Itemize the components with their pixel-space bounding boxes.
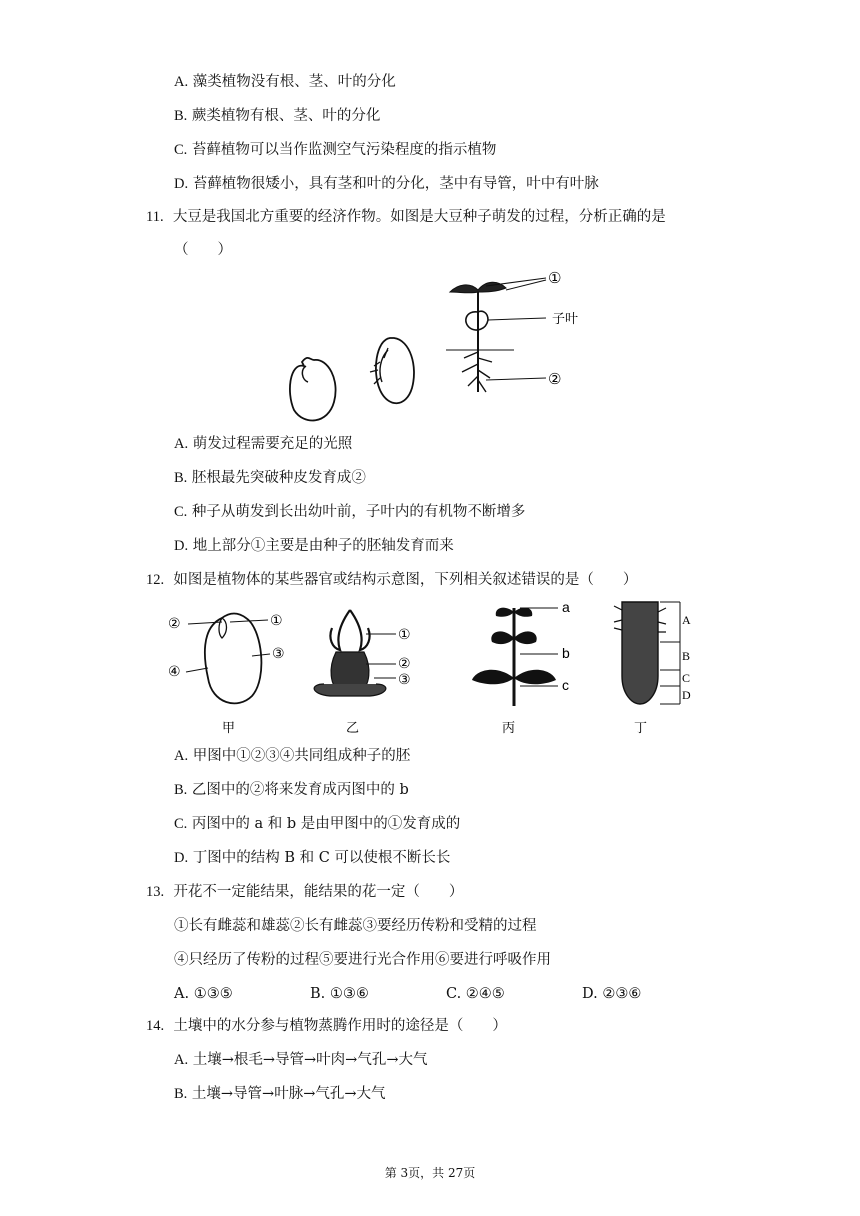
q14-option-b: B. 土壤→导管→叶脉→气孔→大气 <box>174 1086 386 1102</box>
q11-option-c: C. 种子从萌发到长出幼叶前，子叶内的有机物不断增多 <box>174 504 526 520</box>
q13-option-d: D. ②③⑥ <box>582 986 642 1002</box>
svg-text:③: ③ <box>272 646 285 662</box>
svg-text:b: b <box>562 645 570 661</box>
q14-stem: 14. 土壤中的水分参与植物蒸腾作用时的途径是（ ） <box>146 1018 507 1034</box>
q11-label-cotyledon: 子叶 <box>552 312 579 327</box>
svg-text:c: c <box>562 677 569 693</box>
svg-text:B: B <box>682 649 691 663</box>
svg-text:③: ③ <box>398 672 411 688</box>
q10-option-b: B. 蕨类植物有根、茎、叶的分化 <box>174 108 381 124</box>
svg-text:丙: 丙 <box>502 721 516 736</box>
q12-fig-jia <box>168 613 285 736</box>
svg-text:甲: 甲 <box>222 721 236 736</box>
q13-option-b: B. ①③⑥ <box>310 986 369 1002</box>
q12-option-c: C. 丙图中的 a 和 b 是由甲图中的①发育成的 <box>174 816 461 832</box>
q13-stem: 13. 开花不一定能结果，能结果的花一定（ ） <box>146 884 464 900</box>
q11-label-2: ② <box>548 370 562 388</box>
q14-option-a: A. 土壤→根毛→导管→叶肉→气孔→大气 <box>174 1052 428 1068</box>
page-footer: 第 3页，共 27页 <box>384 1166 476 1180</box>
q12-fig-yi <box>314 610 410 736</box>
q11-option-d: D. 地上部分①主要是由种子的胚轴发育而来 <box>174 538 454 554</box>
q12-fig-ding <box>614 602 691 736</box>
svg-text:①: ① <box>398 627 411 643</box>
q12-option-d: D. 丁图中的结构 B 和 C 可以使根不断长长 <box>174 850 451 866</box>
q13-statement-line-1: ①长有雌蕊和雄蕊②长有雌蕊③要经历传粉和受精的过程 <box>174 918 537 934</box>
q12-option-a: A. 甲图中①②③④共同组成种子的胚 <box>174 748 411 764</box>
q10-option-d: D. 苔藓植物很矮小，具有茎和叶的分化，茎中有导管，叶中有叶脉 <box>174 176 599 192</box>
q13-option-c: C. ②④⑤ <box>446 986 505 1002</box>
svg-text:④: ④ <box>168 664 181 680</box>
svg-text:C: C <box>682 671 691 685</box>
q10-option-a: A. 藻类植物没有根、茎、叶的分化 <box>174 74 396 90</box>
svg-text:②: ② <box>398 656 411 672</box>
q12-fig-bing <box>472 599 570 736</box>
q12-stem: 12. 如图是植物体的某些器官或结构示意图，下列相关叙述错误的是（ ） <box>146 572 638 588</box>
svg-text:a: a <box>562 599 570 615</box>
svg-text:乙: 乙 <box>346 721 360 736</box>
q13-option-a: A. ①③⑤ <box>174 986 233 1002</box>
q11-germination-figure <box>280 262 600 428</box>
svg-text:丁: 丁 <box>634 721 648 736</box>
q10-option-c: C. 苔藓植物可以当作监测空气污染程度的指示植物 <box>174 142 497 158</box>
q11-option-b: B. 胚根最先突破种皮发育成② <box>174 470 366 486</box>
q13-statement-line-2: ④只经历了传粉的过程⑤要进行光合作用⑥要进行呼吸作用 <box>174 952 551 968</box>
q11-paren: （ ） <box>174 242 232 258</box>
svg-text:②: ② <box>168 616 181 632</box>
q11-stem: 11. 大豆是我国北方重要的经济作物。如图是大豆种子萌发的过程，分析正确的是 <box>146 209 666 225</box>
svg-text:A: A <box>682 613 691 627</box>
q11-option-a: A. 萌发过程需要充足的光照 <box>174 436 353 452</box>
q11-label-1: ① <box>548 269 562 287</box>
svg-text:D: D <box>682 688 691 702</box>
q12-option-b: B. 乙图中的②将来发育成丙图中的 b <box>174 782 409 798</box>
svg-text:①: ① <box>270 613 283 629</box>
q12-structures-figure <box>160 598 700 738</box>
